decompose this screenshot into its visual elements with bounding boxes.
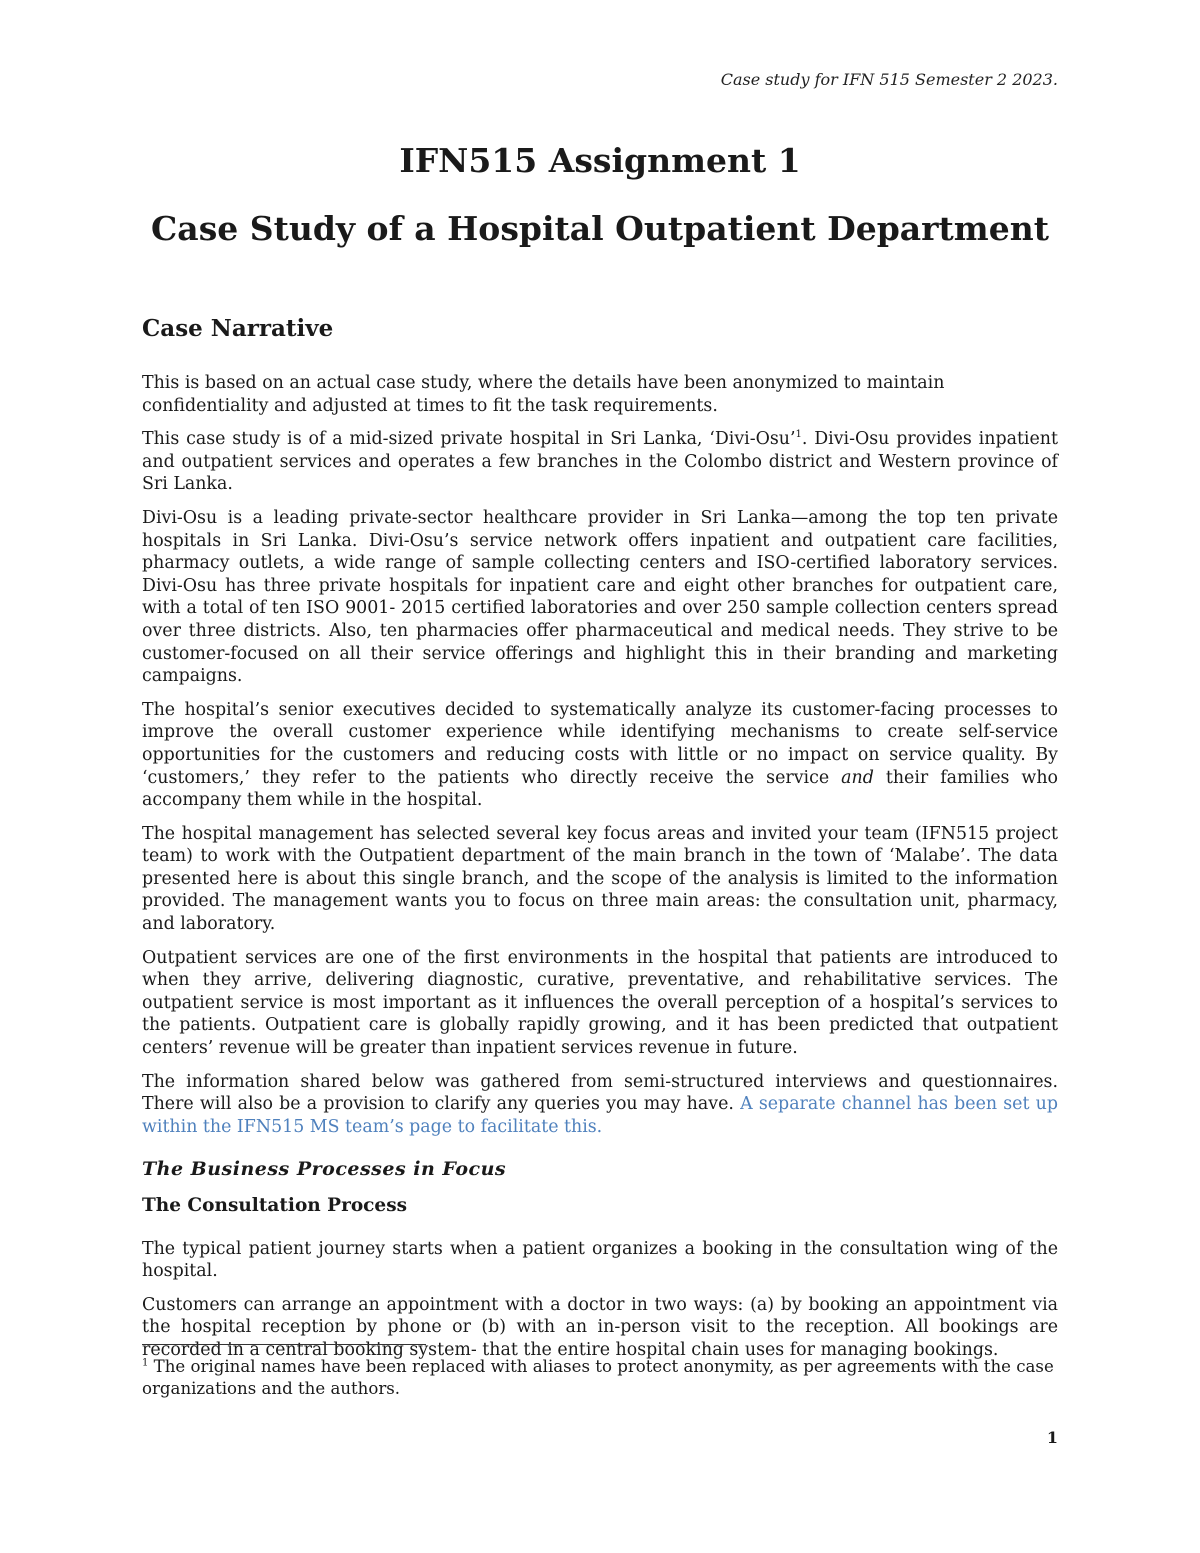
ms-teams-channel-link[interactable]: A separate channel has been set up within the IFN515 MS team’s page to facilitate this. [142,1094,1058,1137]
paragraph [142,699,1058,812]
paragraph-text: This case study is of a mid-sized private hospital in Sri Lanka, ‘Divi-Osu’ [142,429,796,450]
main-content [142,312,1058,1373]
section-heading-consultation-process: The Consultation Process [142,1195,408,1216]
footnote-marker: 1 [142,1357,149,1369]
paragraph-text: their families who accompany them while in the hospital. [142,767,1058,811]
paragraph [142,428,1058,496]
paragraph: The typical patient journey starts when a patient organizes a booking in the consultation wing of the hospital. [142,1238,1058,1282]
section-heading-case-narrative: Case Narrative [142,315,334,342]
paragraph [142,1071,1058,1139]
section-heading-business-processes: The Business Processes in Focus [142,1158,507,1181]
paragraph: Customers can arrange an appointment with a doctor in two ways: (a) by booking an appointment via the hospital reception by phone or (b) with an in-person visit to the reception. All bookings are recorded in a central booking system- that the entire hospital chain uses for managing bookings. [142,1294,1058,1360]
footnote-reference[interactable]: 1 [795,429,802,441]
emphasis-text: and [841,767,874,788]
paragraph: The hospital management has selected several key focus areas and invited your team (IFN515 project team) to work with the Outpatient department of the main branch in the town of ‘Malabe’. The data presented here is about this single branch, and the scope of the analysis is limited to the information provided. The management wants you to focus on three main areas: the consultation unit, pharmacy, and laboratory. [142,823,1058,935]
document-subtitle: Case Study of a Hospital Outpatient Department [151,209,1049,248]
paragraph-text: The hospital’s senior executives decided to systematically analyze its customer-facing processes to improve the overall customer experience while identifying mechanisms to create self-service opportunities for the customers and reducing costs with little or no impact on service quality. By ‘customers,’ they refer to the patients who directly receive the service [142,699,1058,788]
paragraph: This is based on an actual case study, where the details have been anonymized to maintain confidentiality and adjusted at times to fit the task requirements. [142,373,945,416]
running-header: Case study for IFN 515 Semester 2 2023. [720,70,1058,89]
footnote [142,1356,1058,1400]
paragraph-text: The information shared below was gathered from semi-structured interviews and questionnaires. There will also be a provision to clarify any queries you may have. [142,1071,1058,1115]
title-block [142,138,1058,252]
page-number: 1 [1046,1428,1058,1447]
footnote-text: The original names have been replaced with aliases to protect anonymity, as per agreements with the case organizations and the authors. [142,1357,1054,1398]
document-title: IFN515 Assignment 1 [399,141,801,180]
paragraph-text: . Divi-Osu provides inpatient and outpatient services and operates a few branches in the Colombo district and Western province of Sri Lanka. [142,429,1058,495]
paragraph: Divi-Osu is a leading private-sector healthcare provider in Sri Lanka—among the top ten private hospitals in Sri Lanka. Divi-Osu’s service network offers inpatient and outpatient care facilities, pharmacy outlets, a wide range of sample collecting centers and ISO-certified laboratory services. Divi-Osu has three private hospitals for inpatient care and eight other branches for outpatient care, with a total of ten ISO 9001- 2015 certified laboratories and over 250 sample collection centers spread over three districts. Also, ten pharmacies offer pharmaceutical and medical needs. They strive to be customer-focused on all their service offerings and highlight this in their branding and marketing campaigns. [142,507,1058,687]
footnote-separator [142,1344,426,1345]
paragraph: Outpatient services are one of the first environments in the hospital that patients are introduced to when they arrive, delivering diagnostic, curative, preventative, and rehabilitative services. The outpatient service is most important as it influences the overall perception of a hospital’s services to the patients. Outpatient care is globally rapidly growing, and it has been predicted that outpatient centers’ revenue will be greater than inpatient services revenue in future. [142,947,1058,1059]
